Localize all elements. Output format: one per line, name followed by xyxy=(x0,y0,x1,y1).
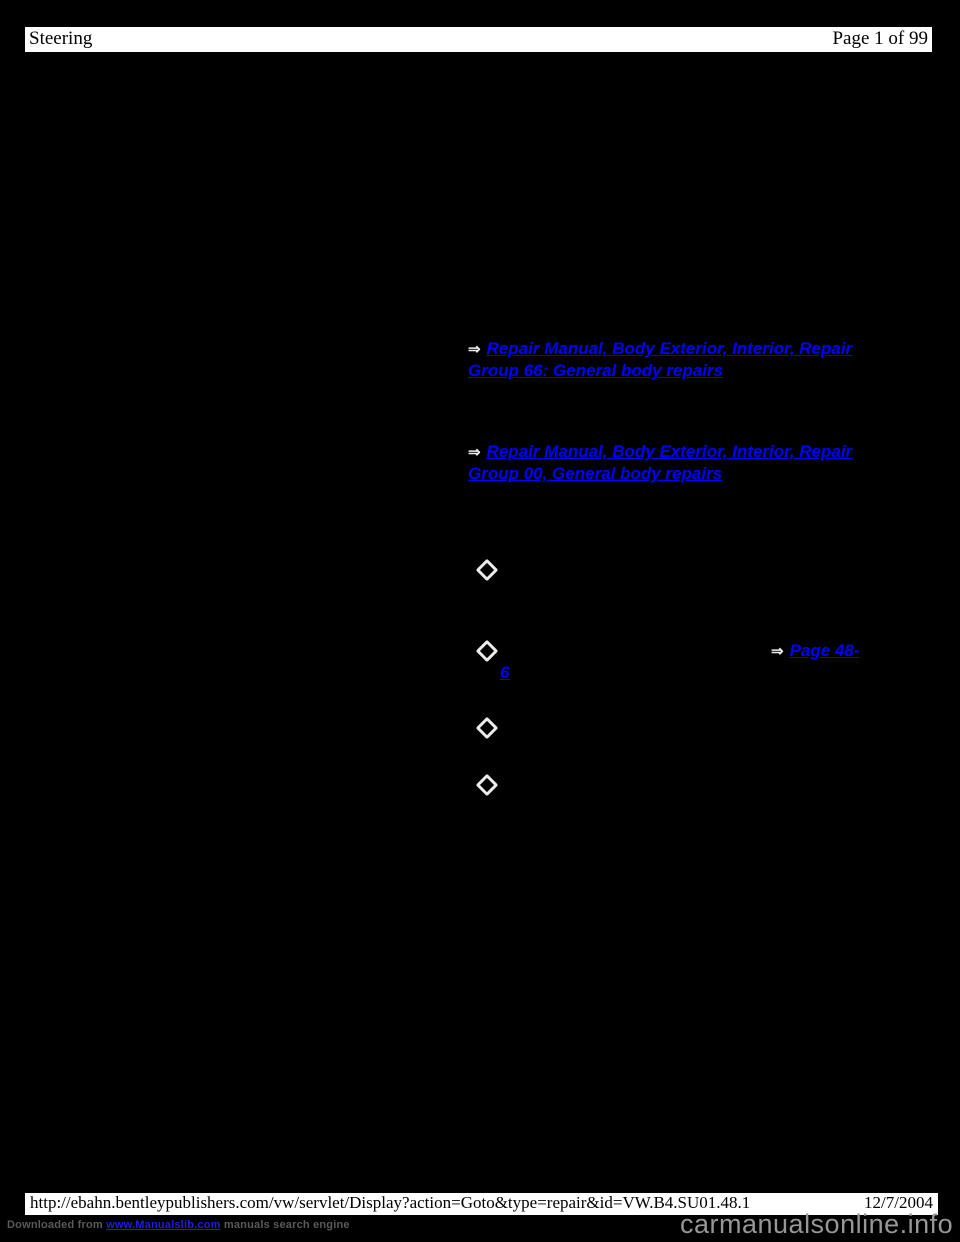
downloaded-watermark xyxy=(7,1219,350,1231)
page-48-6-link-line2[interactable]: 6 xyxy=(500,663,510,682)
diamond-bullet-icon xyxy=(476,774,499,797)
diamond-bullet-icon xyxy=(476,717,499,740)
goto-arrow-icon xyxy=(468,445,481,460)
repair-manual-link-1-line1[interactable]: Repair Manual, Body Exterior, Interior, Repair xyxy=(486,339,853,358)
footer-url: http://ebahn.bentleypublishers.com/vw/servlet/Display?action=Goto&type=repair&id=VW.B4.SU01.48.1 xyxy=(30,1193,751,1212)
repair-manual-link-2[interactable] xyxy=(468,441,898,485)
manualslib-link[interactable]: www.Manualslib.com xyxy=(106,1219,221,1231)
footer-date: 12/7/2004 xyxy=(864,1193,933,1212)
page-48-6-link-line1[interactable]: ⇒Page 48- xyxy=(771,641,860,661)
site-watermark: carmanualsonline.info xyxy=(680,1209,954,1239)
repair-manual-link-2-line2[interactable]: Group 00, General body repairs xyxy=(468,464,723,483)
goto-arrow-icon xyxy=(468,342,481,357)
downloaded-suffix: manuals search engine xyxy=(223,1219,350,1231)
page-title: Steering xyxy=(29,28,93,49)
repair-manual-link-1[interactable] xyxy=(468,338,898,382)
page-header-bar xyxy=(25,27,932,52)
page-indicator: Page 1 of 99 xyxy=(832,28,928,49)
diamond-bullet-icon xyxy=(476,640,499,663)
repair-manual-link-2-line1[interactable]: Repair Manual, Body Exterior, Interior, Repair xyxy=(486,442,853,461)
diamond-bullet-icon xyxy=(476,559,499,582)
downloaded-prefix: Downloaded from xyxy=(7,1219,103,1231)
goto-arrow-icon xyxy=(771,644,784,659)
repair-manual-link-1-line2[interactable]: Group 66: General body repairs xyxy=(468,361,724,380)
